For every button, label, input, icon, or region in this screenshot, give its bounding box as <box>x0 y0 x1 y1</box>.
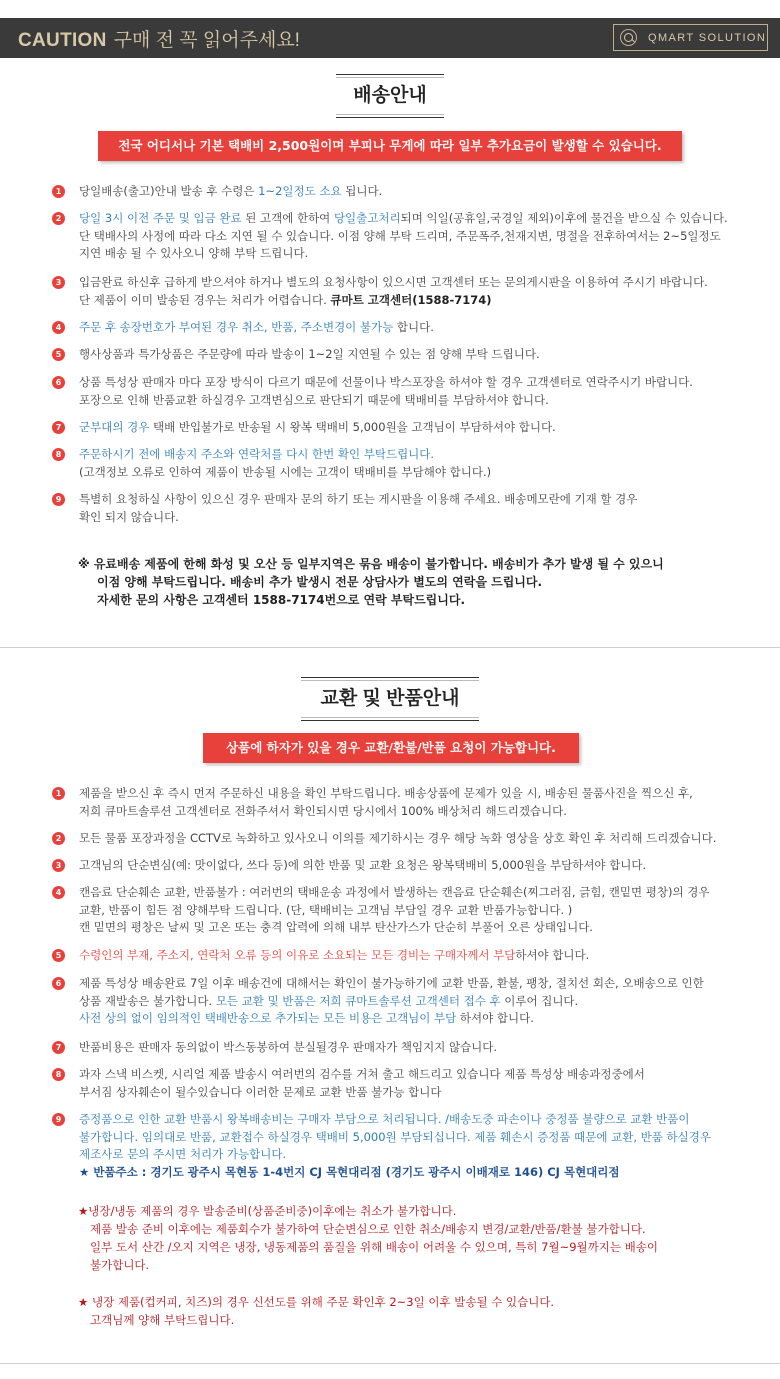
item-highlight: 수령인의 부재, 주소지, 연락처 오류 등의 이유로 소요되는 모든 경비는 구매자께서 부담 <box>79 948 516 962</box>
returns-item-5 <box>52 947 772 965</box>
item-text: 택배 반입불가로 반송될 시 왕복 택배비 5,000원을 고객님이 부담하셔야 합니다. <box>149 420 556 434</box>
shipping-banner: 전국 어디서나 기본 택배비 2,500원이며 부피나 무게에 따라 일부 추가요금이 발생할 수 있습니다. <box>98 131 682 161</box>
item-highlight: 사전 상의 없이 임의적인 택배반송으로 추가되는 모든 비용은 고객님이 부담 <box>79 1011 457 1025</box>
item-text: 과자 스낵 비스켓, 시리얼 제품 발송시 여러번의 검수를 거쳐 출고 해드리고 있습니다 제품 특성상 배송과정중에서 <box>79 1067 645 1081</box>
item-text: 저희 큐마트솔루션 고객센터로 전화주셔서 확인되시면 당시에서 100% 배상처리 해드리겠습니다. <box>79 803 567 818</box>
note-line: 이점 양해 부탁드립니다. 배송비 추가 발생시 전문 상담사가 별도의 연락을 드립니다. <box>97 575 543 589</box>
item-highlight: 당일 3시 이전 주문 및 입금 완료 <box>79 211 242 225</box>
item-text: 된 고객에 한하여 <box>241 211 334 225</box>
item-text: 행사상품과 특가상품은 주문량에 따라 발송이 1~2일 지연될 수 있는 점 양해 부탁 드립니다. <box>79 347 540 361</box>
shipping-note <box>78 555 768 609</box>
returns-item-9 <box>52 1111 772 1181</box>
caution-title <box>18 25 300 52</box>
item-text: 교환, 반품이 힘든 점 양해부탁 드립니다. (단, 택배비는 고객님 부담일 경우 교환 반품가능합니다. ) <box>79 902 573 917</box>
shipping-item-4 <box>52 319 772 337</box>
item-highlight: 증정품으로 인한 교환 반품시 왕복배송비는 구매자 부담으로 처리됩니다. /배송도중 파손이나 중정품 불량으로 교환 반품이 <box>79 1112 690 1126</box>
item-highlight: 주문 후 송장번호가 부여된 경우 취소, 반품, 주소변경이 불가능 <box>79 320 394 334</box>
item-text: 확인 되지 않습니다. <box>79 509 179 524</box>
item-text: 당일배송(출고)안내 발송 후 수령은 <box>79 184 259 198</box>
notice-line: 일부 도서 산간 /오지 지역은 냉장, 냉동제품의 품질을 위해 배송이 어려울 수 있으며, 특히 7월~9월까지는 배송이 <box>90 1240 658 1254</box>
number-badge: 5 <box>52 348 65 361</box>
item-text: 하셔야 합니다. <box>515 948 590 962</box>
returns-item-1 <box>52 785 772 820</box>
number-badge: 8 <box>52 448 65 461</box>
number-badge: 5 <box>52 949 65 962</box>
item-highlight: 1~2일정도 소요 <box>258 184 342 198</box>
shipping-title: 배송안내 <box>336 77 444 115</box>
item-highlight: 군부대의 경우 <box>79 420 150 434</box>
shipping-item-5 <box>52 346 772 364</box>
item-text: 특별히 요청하실 사항이 있으신 경우 판매자 문의 하기 또는 게시판을 이용해 주세요. 배송메모란에 기재 할 경우 <box>79 492 638 506</box>
returns-title-box <box>301 677 479 721</box>
number-badge: 2 <box>52 832 65 845</box>
number-badge: 9 <box>52 1113 65 1126</box>
returns-banner: 상품에 하자가 있을 경우 교환/환불/반품 요청이 가능합니다. <box>203 733 579 763</box>
item-text: 제품 특성상 배송완료 7일 이후 배송건에 대해서는 확인이 불가능하기에 교환 반품, 환불, 팽창, 절치선 회손, 오배송으로 인한 <box>79 976 704 990</box>
item-text: 하셔야 합니다. <box>456 1011 534 1025</box>
item-text: 모든 물품 포장과정을 CCTV로 녹화하고 있사오니 이의를 제기하시는 경우 해당 녹화 영상을 상호 확인 후 처리해 드리겠습니다. <box>79 831 717 845</box>
shipping-item-8 <box>52 446 772 481</box>
top-bar <box>0 18 780 58</box>
item-text: 입금완료 하신후 급하게 받으셔야 하거나 별도의 요청사항이 있으시면 고객센터 또는 문의게시판을 이용하여 주시기 바랍니다. <box>79 275 708 289</box>
number-badge: 7 <box>52 1041 65 1054</box>
item-text: 캔음료 단순훼손 교환, 반품불가 : 여러번의 택배운송 과정에서 발생하는 캔음료 단순훼손(찌그러짐, 긁힘, 캔밑면 평창)의 경우 <box>79 885 710 899</box>
item-text: (고객정보 오류로 인하여 제품이 반송될 시에는 고객이 택배비를 부담해야 합니다.) <box>79 464 492 479</box>
notice-line: ★ 냉장 제품(컵커피, 치즈)의 경우 신선도를 위해 주문 확인후 2~3일 이후 발송될 수 있습니다. <box>78 1295 555 1309</box>
shipping-item-1 <box>52 183 772 201</box>
item-highlight: 당일출고처리 <box>333 211 401 225</box>
returns-item-7 <box>52 1039 772 1057</box>
brand-name: QMART SOLUTION <box>648 31 767 44</box>
item-highlight: 제조사로 문의 주시면 처리가 가능합니다. <box>79 1147 287 1161</box>
item-text: 이루어 집니다. <box>500 993 579 1008</box>
item-text: 되며 익일(공휴일,국경일 제외)이후에 물건을 받으실 수 있습니다. <box>400 211 728 225</box>
caution-subtitle: 구매 전 꼭 읽어주세요! <box>113 30 300 51</box>
item-text: 합니다. <box>393 320 434 334</box>
number-badge: 9 <box>52 493 65 506</box>
item-text: 반품비용은 판매자 동의없이 박스동봉하여 분실될경우 판매자가 책임지지 않습니다. <box>79 1040 498 1054</box>
section-divider <box>0 647 780 648</box>
notice-line: 고객님께 양해 부탁드립니다. <box>90 1313 235 1327</box>
chilled-product-notice <box>78 1293 768 1329</box>
shipping-heading <box>0 74 780 118</box>
item-highlight: 모든 교환 및 반품은 저희 큐마트솔루션 고객센터 접수 후 <box>215 993 501 1008</box>
brand-badge <box>613 24 768 51</box>
shipping-title-box <box>336 74 444 118</box>
shipping-item-7 <box>52 419 772 437</box>
shipping-item-3 <box>52 274 772 309</box>
number-badge: 6 <box>52 977 65 990</box>
item-text: 포장으로 인해 반품교환 하실경우 고객변심으로 판단되기 때문에 택배비를 부담하셔야 합니다. <box>79 392 549 407</box>
number-badge: 4 <box>52 321 65 334</box>
item-text: 지연 배송 될 수 있사오니 양해 부탁 드립니다. <box>79 246 309 260</box>
shipping-item-9 <box>52 491 772 526</box>
returns-title: 교환 및 반품안내 <box>301 680 479 718</box>
caution-label: CAUTION <box>18 30 107 51</box>
returns-item-4 <box>52 884 772 937</box>
note-line: ※ 유료배송 제품에 한해 화성 및 오산 등 일부지역은 묶음 배송이 불가합니다. 배송비가 추가 발생 될 수 있으니 <box>78 557 664 571</box>
item-text: 캔 밑면의 평창은 날씨 및 고온 또는 충격 압력에 의해 내부 탄산가스가 단순히 부풀어 오른 상태입니다. <box>79 920 593 934</box>
number-badge: 8 <box>52 1068 65 1081</box>
notice-line: 제품 발송 준비 이후에는 제품회수가 불가하여 단순변심으로 인한 취소/배송지 변경/교환/반품/환불 불가합니다. <box>90 1222 646 1236</box>
item-text: 제품을 받으신 후 즉시 먼저 주문하신 내용을 확인 부탁드립니다. 배송상품에 문제가 있을 시, 배송된 물품사진을 찍으신 후, <box>79 786 693 800</box>
number-badge: 3 <box>52 859 65 872</box>
note-line: 자세한 문의 사항은 고객센터 1588-7174번으로 연락 부탁드립니다. <box>97 593 466 607</box>
number-badge: 3 <box>52 276 65 289</box>
number-badge: 1 <box>52 787 65 800</box>
cold-product-notice <box>78 1202 768 1274</box>
item-text: 고객님의 단순변심(예: 맛이없다, 쓰다 등)에 의한 반품 및 교환 요청은 왕복택배비 5,000원을 부담하셔야 합니다. <box>79 858 647 872</box>
item-text: 부서짐 상자훼손이 될수있습니다 이러한 문제로 교환 반품 불가능 합니다 <box>79 1084 442 1099</box>
notice-line: 불가합니다. <box>90 1258 150 1272</box>
number-badge: 1 <box>52 185 65 198</box>
returns-item-2 <box>52 830 772 848</box>
customer-center: 큐마트 고객센터(1588-7174) <box>330 292 492 307</box>
shipping-item-6 <box>52 374 772 409</box>
number-badge: 2 <box>52 212 65 225</box>
returns-item-6 <box>52 975 772 1028</box>
returns-item-8 <box>52 1066 772 1101</box>
bottom-divider <box>0 1363 780 1364</box>
shipping-item-2 <box>52 210 772 263</box>
number-badge: 7 <box>52 421 65 434</box>
item-text: 상품 재발송은 불가합니다. <box>79 993 216 1008</box>
item-text: 상품 특성상 판매자 마다 포장 방식이 다르기 때문에 선물이나 박스포장을 하셔야 할 경우 고객센터로 연락주시기 바랍니다. <box>79 375 693 389</box>
item-highlight: 불가합니다. 임의대로 반품, 교환접수 하실경우 택배비 5,000원 부담되십니다. 제품 훼손시 증정품 때문에 교환, 반품 하실경우 <box>79 1129 711 1144</box>
item-highlight: 주문하시기 전에 배송지 주소와 연락처를 다시 한번 확인 부탁드립니다. <box>79 447 435 461</box>
search-icon <box>620 29 637 46</box>
returns-heading <box>0 677 780 721</box>
item-text: 단 제품이 이미 발송된 경우는 처리가 어렵습니다. <box>79 292 331 307</box>
item-text: 됩니다. <box>341 184 383 198</box>
item-text: 단 택배사의 사정에 따라 다소 지연 될 수 있습니다. 이점 양해 부탁 드리며, 주문폭주,천재지변, 명절을 전후하여서는 2~5일정도 <box>79 228 721 243</box>
number-badge: 6 <box>52 376 65 389</box>
returns-item-3 <box>52 857 772 875</box>
number-badge: 4 <box>52 886 65 899</box>
return-address: ★ 반품주소 : 경기도 광주시 목현동 1-4번지 CJ 목현대리점 (경기도 광주시 이배재로 146) CJ 목현대리점 <box>79 1164 620 1179</box>
notice-line: ★냉장/냉동 제품의 경우 발송준비(상품준비중)이후에는 취소가 불가합니다. <box>78 1204 457 1218</box>
